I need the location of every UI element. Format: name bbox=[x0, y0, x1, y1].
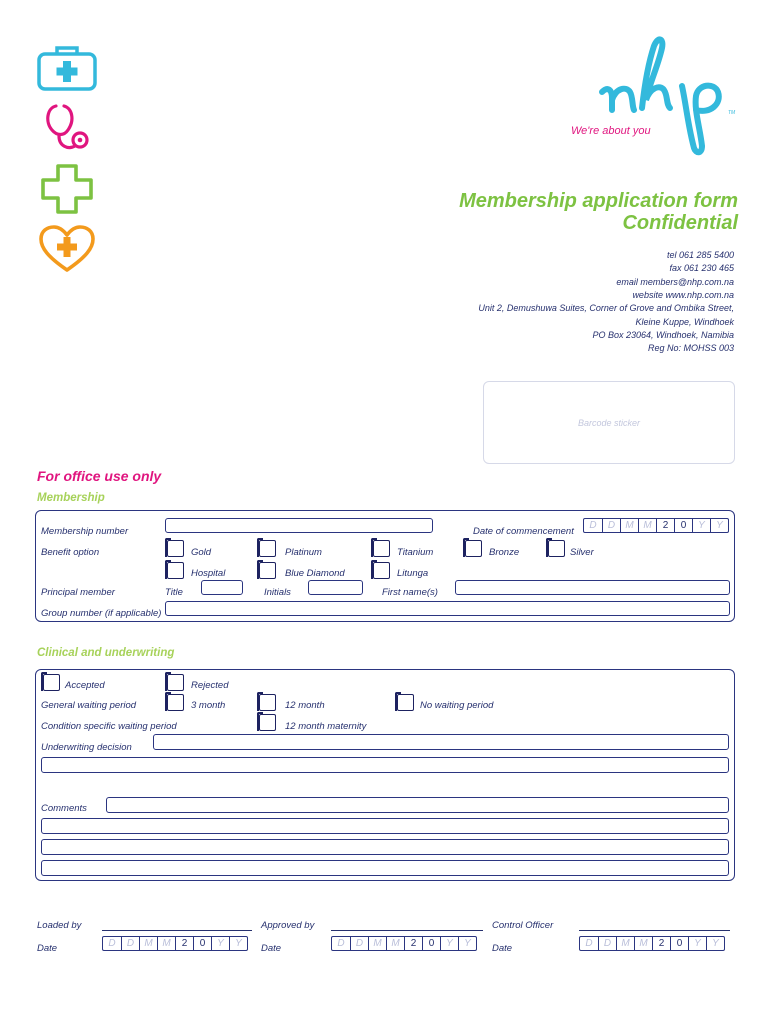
hospital-label: Hospital bbox=[191, 568, 226, 579]
loaded-date-label: Date bbox=[37, 943, 58, 954]
trademark-text: TM bbox=[728, 110, 736, 116]
date-cell: D bbox=[121, 937, 139, 950]
hospital-checkbox[interactable] bbox=[167, 562, 184, 579]
comments-field-line2[interactable] bbox=[41, 818, 729, 834]
contact-address-1: Unit 2, Demushuwa Suites, Corner of Grove and Ombika Street, bbox=[478, 303, 734, 313]
date-cell: Y bbox=[211, 937, 229, 950]
twelve-month-label: 12 month bbox=[285, 700, 325, 711]
underwriting-field[interactable] bbox=[153, 734, 729, 750]
approved-date-field[interactable] bbox=[331, 936, 477, 951]
group-number-field[interactable] bbox=[165, 601, 730, 616]
date-cell: Y bbox=[710, 519, 728, 532]
date-cell: Y bbox=[692, 519, 710, 532]
date-cell: M bbox=[638, 519, 656, 532]
platinum-checkbox[interactable] bbox=[259, 540, 276, 557]
date-cell: M bbox=[139, 937, 157, 950]
date-cell: 2 bbox=[175, 937, 193, 950]
litunga-label: Litunga bbox=[397, 568, 429, 579]
control-date-field[interactable] bbox=[579, 936, 725, 951]
benefit-option-label: Benefit option bbox=[41, 547, 100, 558]
date-cell: D bbox=[350, 937, 368, 950]
title-field[interactable] bbox=[201, 580, 243, 595]
three-month-checkbox[interactable] bbox=[167, 694, 184, 711]
date-cell: D bbox=[585, 938, 593, 949]
commencement-date-field[interactable] bbox=[583, 518, 729, 533]
comments-field-line4[interactable] bbox=[41, 860, 729, 876]
twelve-month-checkbox[interactable] bbox=[259, 694, 276, 711]
rejected-label: Rejected bbox=[191, 680, 229, 691]
comments-label: Comments bbox=[41, 803, 87, 814]
medical-kit-icon bbox=[36, 44, 98, 92]
principal-member-label: Principal member bbox=[41, 587, 115, 598]
accepted-label: Accepted bbox=[65, 680, 105, 691]
date-cell: D bbox=[598, 937, 616, 950]
date-cell: D bbox=[337, 938, 345, 949]
control-officer-line[interactable] bbox=[579, 930, 730, 931]
loaded-by-line[interactable] bbox=[102, 930, 252, 931]
blue-diamond-label: Blue Diamond bbox=[285, 568, 345, 579]
title-line1: Membership application form bbox=[459, 190, 738, 212]
contact-reg-no: Reg No: MOHSS 003 bbox=[647, 343, 734, 353]
approved-by-line[interactable] bbox=[331, 930, 483, 931]
cross-icon bbox=[40, 164, 94, 214]
silver-label: Silver bbox=[570, 547, 594, 558]
date-cell: M bbox=[634, 937, 652, 950]
no-waiting-label: No waiting period bbox=[420, 700, 494, 711]
title-label: Title bbox=[165, 587, 183, 598]
date-cell: 0 bbox=[422, 937, 440, 950]
platinum-label: Platinum bbox=[285, 547, 322, 558]
twelve-month-maternity-checkbox[interactable] bbox=[259, 714, 276, 731]
accepted-checkbox[interactable] bbox=[43, 674, 60, 691]
contact-fax: fax 061 230 465 bbox=[669, 263, 734, 273]
stethoscope-icon bbox=[42, 100, 94, 154]
date-cell: Y bbox=[458, 937, 476, 950]
comments-field[interactable] bbox=[106, 797, 729, 813]
date-cell: Y bbox=[229, 937, 247, 950]
approved-by-label: Approved by bbox=[261, 920, 315, 931]
date-cell: M bbox=[616, 937, 634, 950]
control-date-label: Date bbox=[492, 943, 513, 954]
silver-checkbox[interactable] bbox=[548, 540, 565, 557]
initials-label: Initials bbox=[264, 587, 291, 598]
membership-number-label: Membership number bbox=[41, 526, 129, 537]
nhp-logo bbox=[590, 30, 740, 160]
comments-field-line3[interactable] bbox=[41, 839, 729, 855]
contact-tel: tel 061 285 5400 bbox=[666, 250, 734, 260]
date-cell: 2 bbox=[656, 519, 674, 532]
gold-label: Gold bbox=[191, 547, 212, 558]
date-cell: 0 bbox=[193, 937, 211, 950]
condition-specific-label: Condition specific waiting period bbox=[41, 721, 177, 732]
loaded-date-field[interactable] bbox=[102, 936, 248, 951]
form-title bbox=[459, 190, 738, 234]
date-cell: D bbox=[602, 519, 620, 532]
group-number-label: Group number (if applicable) bbox=[41, 608, 162, 619]
initials-field[interactable] bbox=[308, 580, 363, 595]
date-cell: M bbox=[157, 937, 175, 950]
underwriting-field-line2[interactable] bbox=[41, 757, 729, 773]
date-cell: Y bbox=[706, 937, 724, 950]
rejected-checkbox[interactable] bbox=[167, 674, 184, 691]
date-commencement-label: Date of commencement bbox=[473, 526, 574, 537]
title-line2: Confidential bbox=[622, 212, 738, 234]
date-cell: 2 bbox=[652, 937, 670, 950]
date-cell: D bbox=[589, 520, 597, 531]
date-cell: 2 bbox=[404, 937, 422, 950]
general-waiting-label: General waiting period bbox=[41, 700, 137, 711]
contact-address-2: Kleine Kuppe, Windhoek bbox=[635, 317, 734, 327]
approved-date-label: Date bbox=[261, 943, 282, 954]
heart-cross-icon bbox=[38, 224, 96, 274]
date-cell: M bbox=[620, 519, 638, 532]
barcode-sticker-area bbox=[483, 381, 735, 464]
three-month-label: 3 month bbox=[191, 700, 226, 711]
titanium-label: Titanium bbox=[397, 547, 434, 558]
underwriting-label: Underwriting decision bbox=[41, 742, 132, 753]
control-officer-label: Control Officer bbox=[492, 920, 554, 931]
litunga-checkbox[interactable] bbox=[373, 562, 390, 579]
date-cell: M bbox=[386, 937, 404, 950]
first-names-field[interactable] bbox=[455, 580, 730, 595]
contact-website: website www.nhp.com.na bbox=[632, 290, 734, 300]
date-cell: D bbox=[108, 938, 116, 949]
date-cell: 0 bbox=[674, 519, 692, 532]
office-use-heading: For office use only bbox=[37, 468, 162, 484]
titanium-checkbox[interactable] bbox=[373, 540, 390, 557]
membership-heading: Membership bbox=[37, 492, 105, 504]
contact-po-box: PO Box 23064, Windhoek, Namibia bbox=[592, 330, 734, 340]
bronze-label: Bronze bbox=[489, 547, 520, 558]
date-cell: 0 bbox=[670, 937, 688, 950]
gold-checkbox[interactable] bbox=[167, 540, 184, 557]
first-names-label: First name(s) bbox=[382, 587, 438, 598]
date-cell: M bbox=[368, 937, 386, 950]
clinical-heading: Clinical and underwriting bbox=[37, 647, 175, 659]
bronze-checkbox[interactable] bbox=[465, 540, 482, 557]
loaded-by-label: Loaded by bbox=[37, 920, 82, 931]
tagline: We're about you bbox=[571, 125, 651, 137]
date-cell: Y bbox=[688, 937, 706, 950]
contact-email: email members@nhp.com.na bbox=[616, 277, 734, 287]
blue-diamond-checkbox[interactable] bbox=[259, 562, 276, 579]
date-cell: Y bbox=[440, 937, 458, 950]
twelve-month-maternity-label: 12 month maternity bbox=[285, 721, 367, 732]
no-waiting-checkbox[interactable] bbox=[397, 694, 414, 711]
barcode-placeholder: Barcode sticker bbox=[577, 418, 641, 428]
membership-number-field[interactable] bbox=[165, 518, 433, 533]
